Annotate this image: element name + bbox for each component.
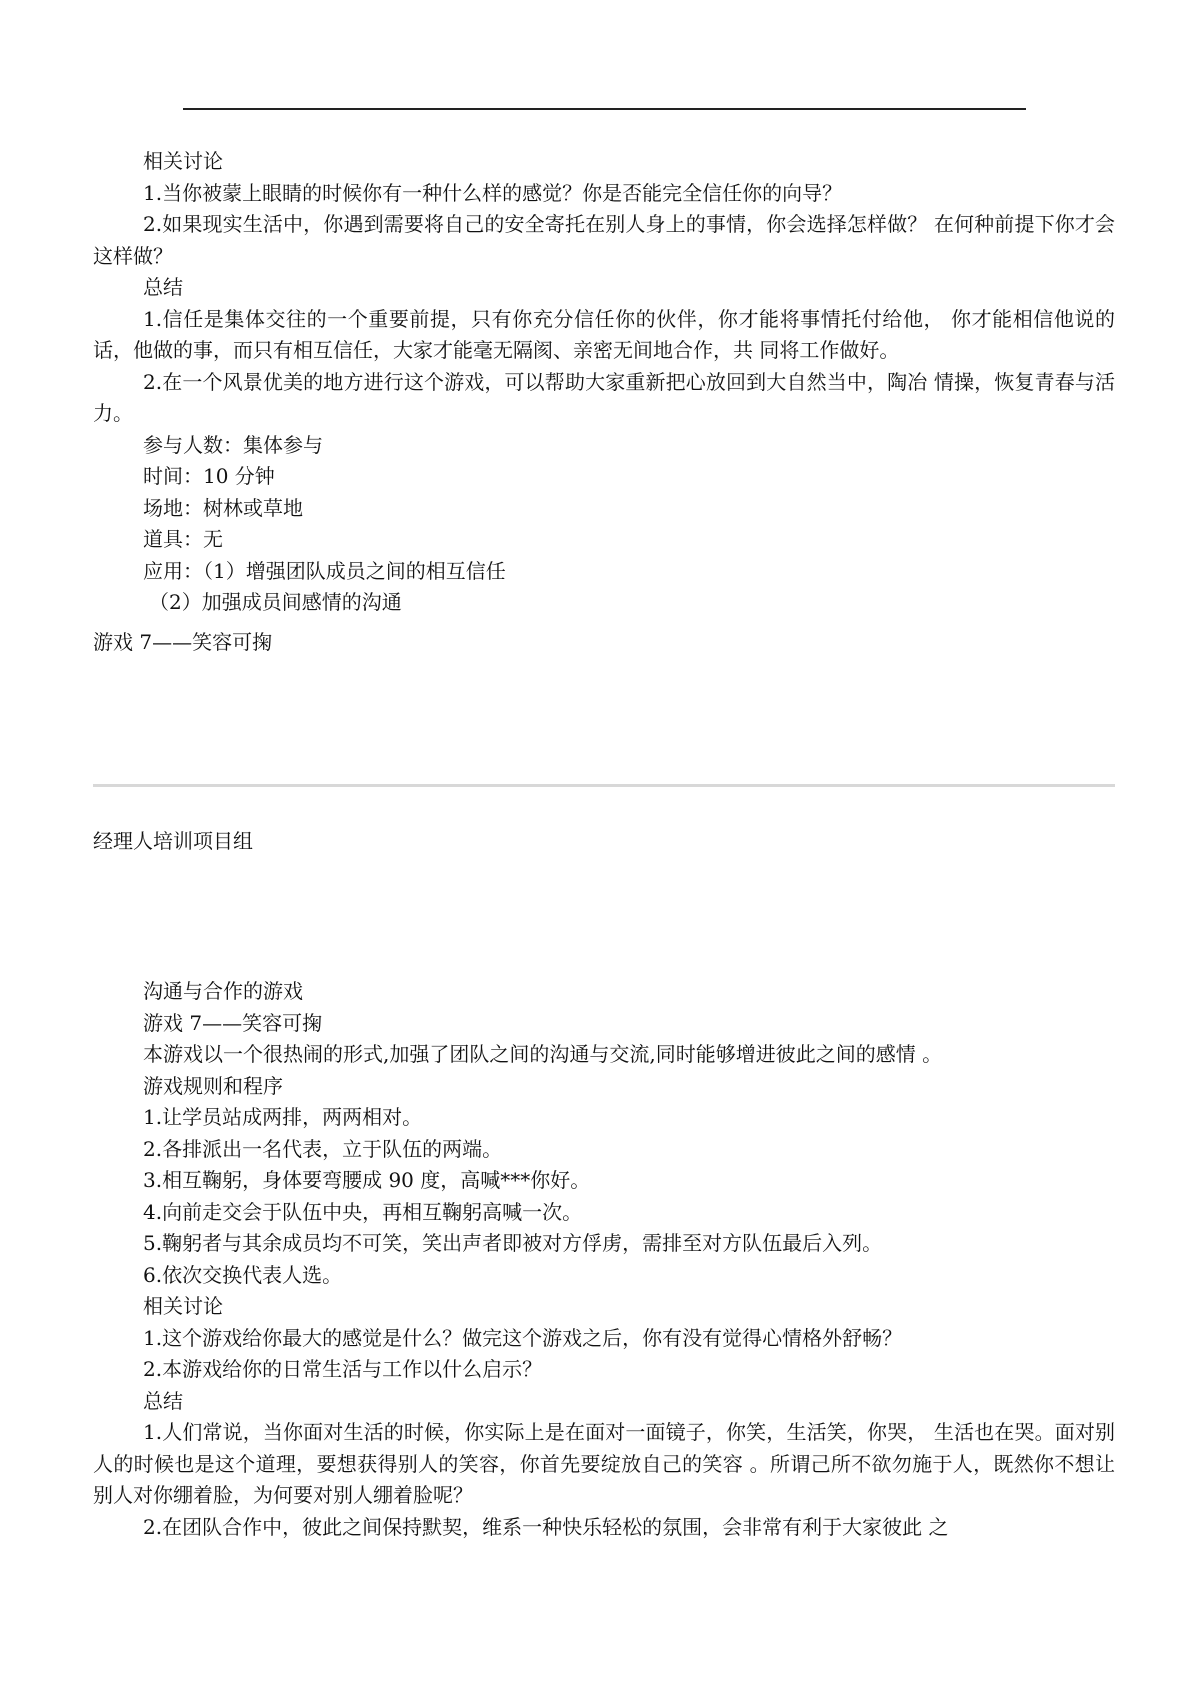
page2-content	[93, 976, 1115, 1543]
page1-content	[93, 146, 1115, 658]
summary-heading: 总结	[143, 275, 183, 299]
venue-info: 场地：树林或草地	[143, 495, 303, 520]
rule-item: 3.相互鞠躬，身体要弯腰成 90 度，高喊***你好。	[143, 1168, 591, 1192]
section-title: 沟通与合作的游戏	[143, 979, 303, 1003]
rule-item: 5.鞠躬者与其余成员均不可笑，笑出声者即被对方俘虏，需排至对方队伍最后入列。	[143, 1231, 883, 1255]
props-info: 道具：无	[143, 527, 223, 551]
discussion-heading: 相关讨论	[143, 149, 223, 173]
rules-heading: 游戏规则和程序	[143, 1073, 283, 1098]
summary-point-2: 2.在一个风景优美的地方进行这个游戏，可以帮助大家重新把心放回到大自然当中，陶冶 情操，恢复青春与活力。	[93, 369, 1115, 425]
discussion-heading: 相关讨论	[143, 1294, 223, 1318]
summary-point-1: 1.信任是集体交往的一个重要前提，只有你充分信任你的伙伴，你才能将事情托付给他， 你才能相信他说的话，他做的事，而只有相互信任，大家才能毫无隔阂、亲密无间地合作，共 同将工作做好。	[93, 306, 1115, 362]
top-rule	[183, 108, 1026, 110]
discussion-question-2: 2.如果现实生活中，你遇到需要将自己的安全寄托在别人身上的事情，你会选择怎样做？ 在何种前提下你才会这样做？	[93, 212, 1115, 268]
rule-item: 2.各排派出一名代表，立于队伍的两端。	[143, 1136, 503, 1161]
rule-item: 6.依次交换代表人选。	[143, 1262, 343, 1287]
summary-point-1: 1.人们常说，当你面对生活的时候，你实际上是在面对一面镜子，你笑，生活笑，你哭， 生活也在哭。面对别人的时候也是这个道理，要想获得别人的笑容，你首先要绽放自己的笑容 。所谓己所不欲勿施于人，既然你不想让别人对你绷着脸，为何要对别人绷着脸呢？	[93, 1420, 1115, 1507]
rule-item: 1.让学员站成两排，两两相对。	[143, 1105, 423, 1129]
game-intro: 本游戏以一个很热闹的形式,加强了团队之间的沟通与交流,同时能够增进彼此之间的感情 。	[143, 1042, 943, 1066]
time-info: 时间：10 分钟	[143, 464, 275, 488]
next-game-title: 游戏 7——笑容可掬	[93, 629, 273, 654]
page-divider	[93, 784, 1115, 787]
summary-point-2: 2.在团队合作中，彼此之间保持默契，维系一种快乐轻松的氛围，会非常有利于大家彼此 之	[143, 1514, 949, 1539]
participants-info: 参与人数：集体参与	[143, 432, 323, 457]
discussion-question-1: 1.当你被蒙上眼睛的时候你有一种什么样的感觉？你是否能完全信任你的向导？	[143, 180, 843, 205]
discussion-question-1: 1.这个游戏给你最大的感觉是什么？做完这个游戏之后，你有没有觉得心情格外舒畅？	[143, 1325, 903, 1350]
page-footer: 经理人培训项目组	[93, 829, 253, 853]
summary-heading: 总结	[143, 1388, 183, 1413]
rule-item: 4.向前走交会于队伍中央，再相互鞠躬高喊一次。	[143, 1199, 583, 1224]
application-2: （2）加强成员间感情的沟通	[149, 590, 402, 614]
discussion-question-2: 2.本游戏给你的日常生活与工作以什么启示？	[143, 1357, 543, 1381]
game-title: 游戏 7——笑容可掬	[143, 1010, 323, 1035]
application-1: 应用：（1）增强团队成员之间的相互信任	[143, 558, 506, 583]
